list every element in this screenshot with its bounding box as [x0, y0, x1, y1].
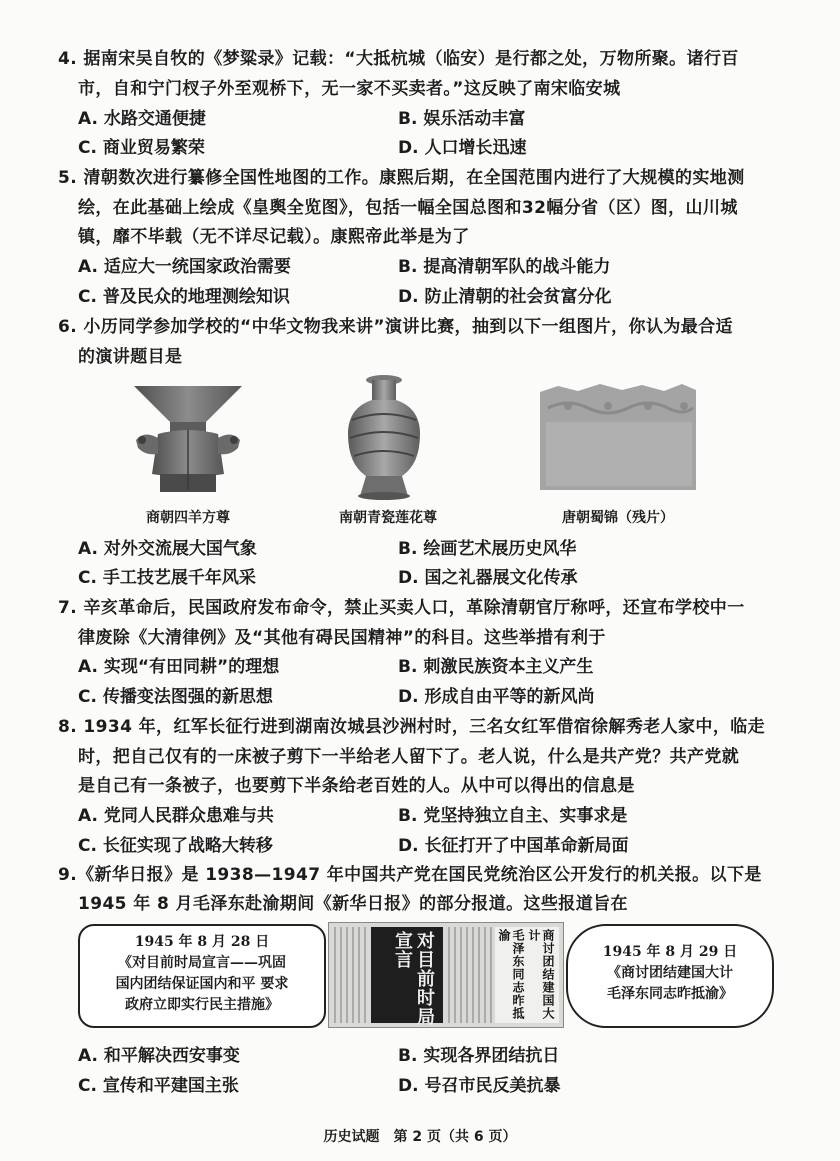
q5-stem-line1: 5. 清朝数次进行纂修全国性地图的工作。康熙后期，在全国范围内进行了大规模的实地测	[58, 168, 745, 188]
report-aug29-title-line2: 毛泽东同志昨抵渝》	[607, 986, 733, 1002]
q8-option-a[interactable]: A. 党同人民群众患难与共	[78, 806, 274, 826]
xinhua-daily-clipping	[328, 922, 564, 1028]
report-aug28-callout	[78, 924, 326, 1028]
news-headline-declaration: 对目前时局宣言	[392, 931, 435, 1026]
q8-stem-line1: 8. 1934 年，红军长征行进到湖南汝城县沙洲村时，三名女红军借宿徐解秀老人家中，临走	[58, 717, 766, 737]
q6-stem-line1: 6. 小历同学参加学校的“中华文物我来讲”演讲比赛，抽到以下一组图片，你认为最合适	[58, 317, 733, 337]
q4-option-b[interactable]: B. 娱乐活动丰富	[398, 109, 526, 129]
q4-option-a[interactable]: A. 水路交通便捷	[78, 109, 206, 129]
q4-option-d[interactable]: D. 人口增长迅速	[398, 138, 527, 158]
q5-option-c[interactable]: C. 普及民众的地理测绘知识	[78, 287, 290, 307]
report-aug28-title-line2: 国内团结保证国内和平 要求	[115, 976, 289, 992]
q5-stem-line3: 镇，靡不毕载（无不详尽记载）。康熙帝此举是为了	[78, 227, 470, 247]
q8-option-d[interactable]: D. 长征打开了中国革命新局面	[398, 836, 629, 856]
news-headline-talks: 商讨团结建国大计	[527, 929, 555, 1020]
q6-stem-line2: 的演讲题目是	[78, 347, 183, 367]
report-aug28-date: 1945 年 8 月 28 日	[134, 934, 270, 950]
report-aug29-title-line1: 《商讨团结建国大计	[607, 965, 733, 981]
q9-option-a[interactable]: A. 和平解决西安事变	[78, 1046, 240, 1066]
q6-option-b[interactable]: B. 绘画艺术展历史风华	[398, 539, 577, 559]
q7-stem-line2: 律废除《大清律例》及“其他有碍民国精神”的科目。这些举措有利于	[78, 628, 606, 648]
q5-option-a[interactable]: A. 适应大一统国家政治需要	[78, 257, 291, 277]
q4-stem-line1: 4. 据南宋吴自牧的《梦粱录》记载：“大抵杭城（临安）是行都之处，万物所聚。诸行百	[58, 49, 739, 69]
four-ram-square-zun-image	[128, 382, 248, 494]
q6-option-d[interactable]: D. 国之礼器展文化传承	[398, 568, 578, 588]
q7-option-b[interactable]: B. 刺激民族资本主义产生	[398, 657, 594, 677]
q9-stem-line2: 1945 年 8 月毛泽东赴渝期间《新华日报》的部分报道。这些报道旨在	[78, 894, 628, 914]
report-aug28-title-line1: 《对目前时局宣言——巩固	[118, 955, 286, 971]
q5-option-b[interactable]: B. 提高清朝军队的战斗能力	[398, 257, 611, 277]
q8-stem-line3: 是自己有一条被子，也要剪下半条给老百姓的人。从中可以得出的信息是	[78, 776, 635, 796]
q9-option-c[interactable]: C. 宣传和平建国主张	[78, 1076, 239, 1096]
q5-stem-line2: 绘，在此基础上绘成《皇舆全览图》，包括一幅全国总图和32幅分省（区）图，山川城	[78, 198, 738, 218]
q7-stem-line1: 7. 辛亥革命后，民国政府发布命令，禁止买卖人口，革除清朝官厅称呼，还宣布学校中一	[58, 598, 745, 618]
q5-option-d[interactable]: D. 防止清朝的社会贫富分化	[398, 287, 612, 307]
news-headline-arrival: 毛泽东同志昨抵渝	[497, 929, 525, 1020]
report-aug29-callout	[566, 924, 774, 1028]
report-aug29-date: 1945 年 8 月 29 日	[602, 944, 738, 960]
q6-option-a[interactable]: A. 对外交流展大国气象	[78, 539, 257, 559]
shu-brocade-fragment-image	[538, 382, 698, 492]
q4-stem-line2: 市，自和宁门杈子外至观桥下，无一家不买卖者。”这反映了南宋临安城	[78, 79, 621, 99]
q4-option-c[interactable]: C. 商业贸易繁荣	[78, 138, 205, 158]
q7-option-a[interactable]: A. 实现“有田同耕”的理想	[78, 657, 280, 677]
q6-option-c[interactable]: C. 手工技艺展千年风采	[78, 568, 256, 588]
q9-stem-line1: 9.《新华日报》是 1938—1947 年中国共产党在国民党统治区公开发行的机关报。以下是	[58, 865, 762, 885]
page-footer: 历史试题 第 2 页（共 6 页）	[323, 1129, 517, 1145]
q9-option-b[interactable]: B. 实现各界团结抗日	[398, 1046, 560, 1066]
q7-option-d[interactable]: D. 形成自由平等的新风尚	[398, 687, 595, 707]
q9-option-d[interactable]: D. 号召市民反美抗暴	[398, 1076, 561, 1096]
q8-stem-line2: 时，把自己仅有的一床被子剪下一半给老人留下了。老人说，什么是共产党？共产党就	[78, 747, 740, 767]
artifact-caption-3: 唐朝蜀锦（残片）	[562, 510, 674, 526]
artifact-caption-1: 商朝四羊方尊	[146, 510, 230, 526]
q8-option-c[interactable]: C. 长征实现了战略大转移	[78, 836, 273, 856]
artifact-caption-2: 南朝青瓷莲花尊	[339, 510, 437, 526]
celadon-lotus-zun-image	[338, 372, 430, 502]
q7-option-c[interactable]: C. 传播变法图强的新思想	[78, 687, 273, 707]
report-aug28-title-line3: 政府立即实行民主措施》	[125, 997, 279, 1013]
q8-option-b[interactable]: B. 党坚持独立自主、实事求是	[398, 806, 628, 826]
